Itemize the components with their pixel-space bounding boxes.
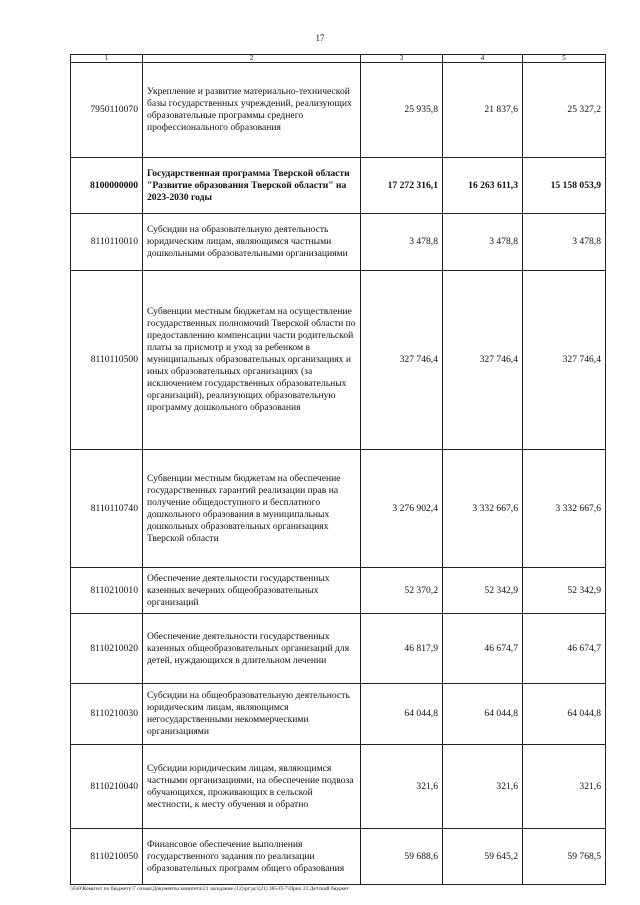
row-value-col4: 16 263 611,3	[443, 158, 523, 214]
footer-file-path: \\Fs0\Комитет по бюджету\7 созыв\Документы комитета\21 заседание (12)\рг\дс\(21) 385-П-7\Прил 23 Детский бюджет	[70, 886, 349, 892]
row-value-col3: 25 935,8	[361, 63, 443, 158]
row-value-col5: 59 768,5	[523, 829, 606, 885]
row-description: Субвенции местным бюджетам на обеспечение государственных гарантий реализации прав на получение общедоступного и бесплатного дошкольного образования в муниципальных дошкольных образовательных организациях Тверской области	[143, 450, 361, 568]
row-value-col3: 3 478,8	[361, 214, 443, 271]
row-value-col4: 21 837,6	[443, 63, 523, 158]
row-value-col4: 3 332 667,6	[443, 450, 523, 568]
column-number-2: 2	[143, 55, 361, 63]
row-description: Финансовое обеспечение выполнения государственного задания по реализации образовательных программ общего образования	[143, 829, 361, 885]
row-description: Государственная программа Тверской области "Развитие образования Тверской области" на 2023-2030 годы	[143, 158, 361, 214]
row-description: Субсидии на образовательную деятельность юридическим лицам, являющимся частными дошкольными образовательными организациями	[143, 214, 361, 271]
row-code: 8110110010	[71, 214, 143, 271]
column-number-row	[71, 55, 606, 63]
table-row-program-total	[71, 158, 606, 214]
row-value-col3: 59 688,6	[361, 829, 443, 885]
row-value-col3: 3 276 902,4	[361, 450, 443, 568]
table-row	[71, 829, 606, 885]
column-number-5: 5	[523, 55, 606, 63]
row-value-col3: 327 746,4	[361, 271, 443, 450]
row-value-col5: 15 158 053,9	[523, 158, 606, 214]
row-value-col5: 46 674,7	[523, 614, 606, 684]
row-value-col3: 321,6	[361, 745, 443, 829]
row-value-col4: 52 342,9	[443, 568, 523, 614]
row-description: Субвенции местным бюджетам на осуществление государственных полномочий Тверской области по предоставлению компенсации части родительской платы за присмотр и уход за ребенком в муниципальных образовательных организациях и иных образовательных организациях (за исключением государственных образовательных организаций), реализующих образовательную программу дошкольного образования	[143, 271, 361, 450]
table-row	[71, 214, 606, 271]
row-code: 8110210010	[71, 568, 143, 614]
row-description: Укрепление и развитие материально-технической базы государственных учреждений, реализующих образовательные программы среднего профессионального образования	[143, 63, 361, 158]
row-value-col4: 3 478,8	[443, 214, 523, 271]
row-value-col4: 46 674,7	[443, 614, 523, 684]
table-row	[71, 63, 606, 158]
row-value-col4: 327 746,4	[443, 271, 523, 450]
budget-table	[70, 54, 606, 885]
row-value-col5: 3 332 667,6	[523, 450, 606, 568]
table-row	[71, 450, 606, 568]
row-value-col3: 46 817,9	[361, 614, 443, 684]
table-row	[71, 745, 606, 829]
row-code: 8110110740	[71, 450, 143, 568]
column-number-1: 1	[71, 55, 143, 63]
row-value-col5: 321,6	[523, 745, 606, 829]
row-value-col3: 52 370,2	[361, 568, 443, 614]
row-code: 8110210050	[71, 829, 143, 885]
row-description: Обеспечение деятельности государственных казенных вечерних общеобразовательных организаций	[143, 568, 361, 614]
table-row	[71, 614, 606, 684]
row-code: 8110210040	[71, 745, 143, 829]
table-row	[71, 271, 606, 450]
row-description: Субсидии на общеобразовательную деятельность юридическим лицам, являющимся негосударственными некоммерческими организациями	[143, 684, 361, 745]
row-value-col5: 52 342,9	[523, 568, 606, 614]
row-value-col5: 64 044,8	[523, 684, 606, 745]
row-code: 8110110500	[71, 271, 143, 450]
row-description: Обеспечение деятельности государственных казенных общеобразовательных организаций для детей, нуждающихся в длительном лечении	[143, 614, 361, 684]
row-value-col4: 59 645,2	[443, 829, 523, 885]
row-value-col4: 64 044,8	[443, 684, 523, 745]
row-value-col5: 3 478,8	[523, 214, 606, 271]
row-code: 7950110070	[71, 63, 143, 158]
column-number-4: 4	[443, 55, 523, 63]
row-code: 8110210030	[71, 684, 143, 745]
row-value-col5: 25 327,2	[523, 63, 606, 158]
row-code: 8110210020	[71, 614, 143, 684]
row-value-col4: 321,6	[443, 745, 523, 829]
row-value-col5: 327 746,4	[523, 271, 606, 450]
row-description: Субсидии юридическим лицам, являющимся частными организациями, на обеспечение подвоза обучающихся, проживающих в сельской местности, к месту обучения и обратно	[143, 745, 361, 829]
page-number: 17	[315, 33, 325, 43]
row-value-col3: 17 272 316,1	[361, 158, 443, 214]
row-value-col3: 64 044,8	[361, 684, 443, 745]
row-code: 8100000000	[71, 158, 143, 214]
table-row	[71, 568, 606, 614]
table-row	[71, 684, 606, 745]
column-number-3: 3	[361, 55, 443, 63]
